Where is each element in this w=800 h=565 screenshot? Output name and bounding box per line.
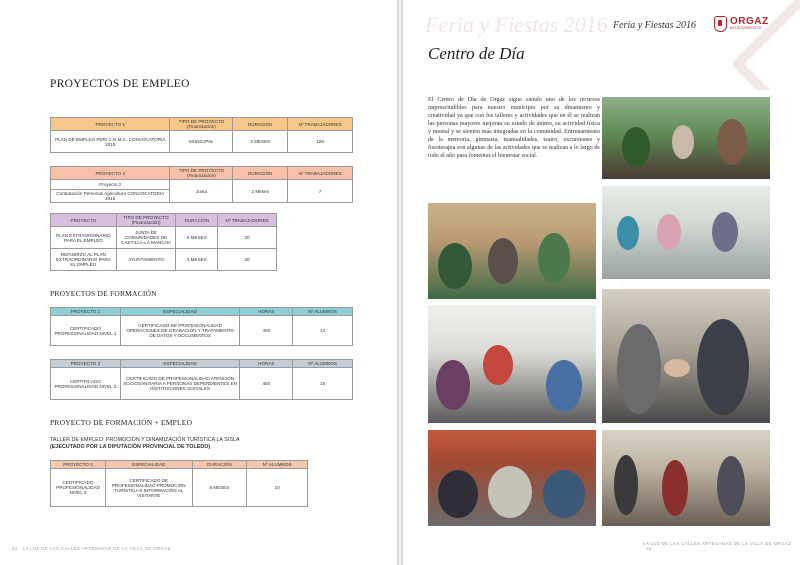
col-especialidad: ESPECIALIDAD [105,461,192,469]
cell: JUNTA DE COMUNIDADES DE CASTILLA-LA MANCHA [116,227,176,249]
cell: CERTIFICADO DE PROFESIONALIDAD OPERACIONES DE GRABACIÓN Y TRATAMIENTO DE DATOS Y DOCUMENTOS [120,316,240,346]
photo-dance-hall [602,430,770,526]
col-duracion: DURACIÓN [233,118,288,131]
cell: 15 [293,368,353,400]
cell: CERTIFICADO PROFESIONALIDAD NIVEL 2 [51,368,121,400]
intro-paragraph: El Centro de Día de Orgaz sigue siendo uno de los recursos imprescindibles para nuestro municipio por su dinamismo y creatividad ya que con los talleres y actividades que en él se realizan las personas mayores mejoran su estado de ánimo, su actividad física y mental y se sienten más integradas en la comunidad. Entrenamiento de la memoria, gimnasia, manualidades, teatro, excursiones y fisioterapia son algunas de las actividades que se realizan a lo largo de todo el año para fomentar el bienestar social. [428,97,600,159]
cell: PLAN EXTRAORDINARIO PARA EL EMPLEO [51,227,117,249]
cell: CERTIFICADO PROFESIONALIDAD NIVEL 3 [51,469,106,507]
empleo-table-3 [50,213,277,271]
col-duracion: DURACIÓN [192,461,247,469]
orgaz-logo [714,16,769,32]
formacion-empleo-table [50,460,308,507]
cell: Junta [170,180,233,203]
right-page [403,0,800,565]
col-tipo: TIPO DE PROYECTO (Financiación) [116,214,176,227]
formacion-table-2 [50,359,353,400]
col-proyecto: PROYECTO 1 [51,308,121,316]
taller-empleo-text [50,437,310,451]
col-trabajadores: Nº TRABAJADORES [288,167,353,180]
col-proyecto: PROYECTO 1 [51,118,170,131]
cell: AYUNTAMIENTO [116,249,176,271]
col-alumnos: Nº ALUMNOS [293,308,353,316]
col-horas: HORAS [240,360,293,368]
col-alumnos: Nº ALUMNOS [293,360,353,368]
header-watermark: Feria y Fiestas 2016 [425,12,608,37]
cell: 2 Meses [233,180,288,203]
right-footer [643,541,800,551]
photo-garden-group [602,97,770,179]
taller-line-1: TALLER DE EMPLEO: PROMOCIÓN Y DINAMIZACIÓN TURÍSTICA LA SISLA [50,437,240,443]
cell: 3 MESES [176,249,218,271]
cell: MUNICIPAL [170,131,233,153]
footer-text: LA LUZ DE LAS CALLES ARTESANAS DE LA VILLA DE ORGAZ [643,541,792,546]
photo-exercise-room [428,203,596,299]
empleo-heading: PROYECTOS DE EMPLEO [50,78,190,90]
cell: Contratación Personas Agricultura CONVOCATORIA 2016 [51,190,170,203]
empleo-table-2 [50,166,353,203]
col-proyecto: PROYECTO 2 [51,167,170,180]
cell: PLAN DE EMPLEO PERI C.R.M.C. CONVOCATORIA 2015 [51,131,170,153]
photo-crafts-table [602,186,770,279]
coat-of-arms-icon [714,16,727,32]
page-number: 63 [646,546,652,551]
cell: 30 [218,249,277,271]
cell: Proyecto 2 [51,180,170,190]
photo-group-celebration [428,430,596,526]
cell: 6 MESES [192,469,247,507]
col-tipo: TIPO DE PROYECTO (Financiación) [170,167,233,180]
col-trabajadores: Nº TRABAJADORES [288,118,353,131]
col-especialidad: ESPECIALIDAD [120,360,240,368]
col-proyecto: PROYECTO 2 [51,360,121,368]
footer-text: LA LUZ DE LAS CALLES ARTESANAS DE LA VILLA DE ORGAZ [22,546,171,551]
photo-seniors-holding-hands [602,289,770,423]
formacion-empleo-heading: PROYECTO DE FORMACIÓN + EMPLEO [50,418,193,427]
cell: 30 [218,227,277,249]
left-page [0,0,397,565]
page-number: 62 [12,546,18,551]
taller-line-2: (EJECUTADO POR LA DIPUTACIÓN PROVINCIAL DE TOLEDO) [50,444,211,450]
page-title: Centro de Día [428,44,525,63]
col-especialidad: ESPECIALIDAD [120,308,240,316]
col-tipo: TIPO DE PROYECTO (Financiación) [170,118,233,131]
col-trabajadores: Nº TRABAJADORES [218,214,277,227]
logo-sub: AYUNTAMIENTO [730,26,762,31]
formacion-table-1 [50,307,353,346]
cell: 3 MESES [233,131,288,153]
cell: CERTIFICADO DE PROFESIONALIDAD ATENCIÓN SOCIOSANITARIA A PERSONAS DEPENDIENTES EN INSTITUCIONES SOCIALES [120,368,240,400]
empleo-table-1 [50,117,353,153]
photo-card-game [428,305,596,423]
cell: REFUERZO AL PLAN EXTRAORDINARIO PARA EL EMPLEO [51,249,117,271]
cell: 450 [240,368,293,400]
col-proyecto: PROYECTO [51,214,117,227]
col-duracion: DURACIÓN [176,214,218,227]
col-alumnos: Nº ALUMNOS [247,461,308,469]
cell: 10 [247,469,308,507]
cell: 6 MESES [176,227,218,249]
cell: 7 [288,180,353,203]
cell: CERTIFICADO PROFESIONALIDAD NIVEL 1 [51,316,121,346]
cell: CERTIFICADO DE PROFESIONALIDAD PROMOCIÓN TURÍSTICA E INFORMACIÓN AL VISITANTE [105,469,192,507]
col-duracion: DURACIÓN [233,167,288,180]
logo-name: ORGAZ [730,16,769,28]
left-footer [12,546,171,551]
cell: 400 [240,316,293,346]
col-horas: HORAS [240,308,293,316]
cell: 12 [293,316,353,346]
col-proyecto: PROYECTO 3 [51,461,106,469]
cell: 128 [288,131,353,153]
running-header: Feria y Fiestas 2016 [613,20,697,31]
formacion-heading: PROYECTOS DE FORMACIÓN [50,289,157,298]
corner-decoration [733,0,800,90]
